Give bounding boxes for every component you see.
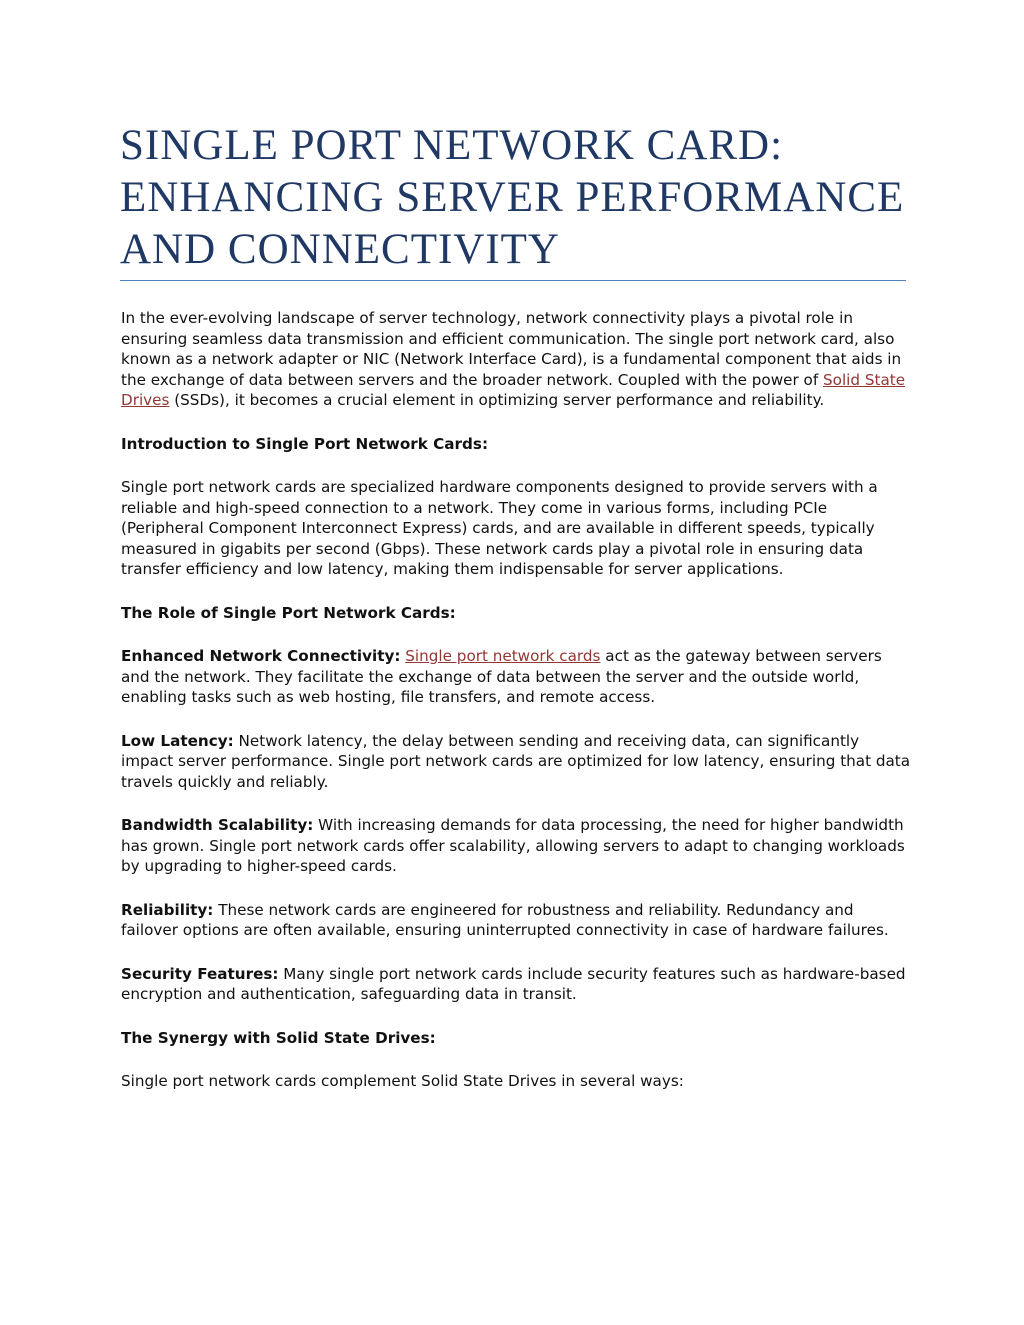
title-line-2: ENHANCING SERVER PERFORMANCE [120, 174, 905, 221]
low-latency-paragraph [121, 731, 911, 793]
bandwidth-scalability-text: With increasing demands for data processing, the need for higher bandwidth has grown. Single port network cards offer scalability, allowing servers to adapt to changing workloads by upgrading to higher-speed cards. [121, 816, 905, 875]
single-port-network-cards-link[interactable]: Single port network cards [405, 647, 601, 665]
document-body [121, 308, 911, 1115]
page-title [120, 120, 910, 276]
section-heading-synergy: The Synergy with Solid State Drives: [121, 1028, 436, 1047]
enhanced-connectivity-text: act as the gateway between servers and the network. They facilitate the exchange of data between the server and the outside world, enabling tasks such as web hosting, file transfers, and remote access. [121, 647, 882, 706]
synergy-paragraph: Single port network cards complement Solid State Drives in several ways: [121, 1072, 684, 1090]
introduction-paragraph: Single port network cards are specialized hardware components designed to provide servers with a reliable and high-speed connection to a network. They come in various forms, including PCIe (Peripheral Component Interconnect Express) cards, and are available in different speeds, typically measured in gigabits per second (Gbps). These network cards play a pivotal role in ensuring data transfer efficiency and low latency, making them indispensable for server applications. [121, 478, 878, 578]
reliability-paragraph [121, 900, 911, 941]
enhanced-connectivity-paragraph [121, 646, 911, 708]
low-latency-label: Low Latency: [121, 731, 234, 750]
section-heading-role: The Role of Single Port Network Cards: [121, 603, 456, 622]
bandwidth-scalability-paragraph [121, 815, 911, 877]
title-line-1: SINGLE PORT NETWORK CARD: [120, 122, 784, 169]
enhanced-connectivity-label: Enhanced Network Connectivity: [121, 647, 401, 665]
intro-paragraph [121, 308, 911, 411]
low-latency-text: Network latency, the delay between sending and receiving data, can significantly impact server performance. Single port network cards are optimized for low latency, ensuring that data travels quickly and reliably. [121, 731, 911, 791]
intro-text-after-link: (SSDs), it becomes a crucial element in optimizing server performance and reliability. [169, 391, 825, 409]
solid-state-drives-link[interactable]: Solid State Drives [121, 370, 906, 409]
security-features-label: Security Features: [121, 964, 279, 983]
intro-text-before-link: In the ever-evolving landscape of server technology, network connectivity plays a pivotal role in ensuring seamless data transmission and efficient communication. The single port network card, also known as a network adapter or NIC (Network Interface Card), is a fundamental component that aids in the exchange of data between servers and the broader network. Coupled with the power of [121, 309, 902, 389]
reliability-text: These network cards are engineered for robustness and reliability. Redundancy and failover options are often available, ensuring uninterrupted connectivity in case of hardware failures. [121, 900, 889, 939]
security-features-paragraph [121, 964, 911, 1005]
bandwidth-scalability-label: Bandwidth Scalability: [121, 816, 314, 834]
reliability-label: Reliability: [121, 900, 214, 919]
section-heading-introduction: Introduction to Single Port Network Cards: [121, 434, 489, 453]
title-divider [120, 280, 906, 281]
security-features-text: Many single port network cards include security features such as hardware-based encryption and authentication, safeguarding data in transit. [121, 964, 906, 1003]
title-line-3: AND CONNECTIVITY [120, 226, 560, 273]
